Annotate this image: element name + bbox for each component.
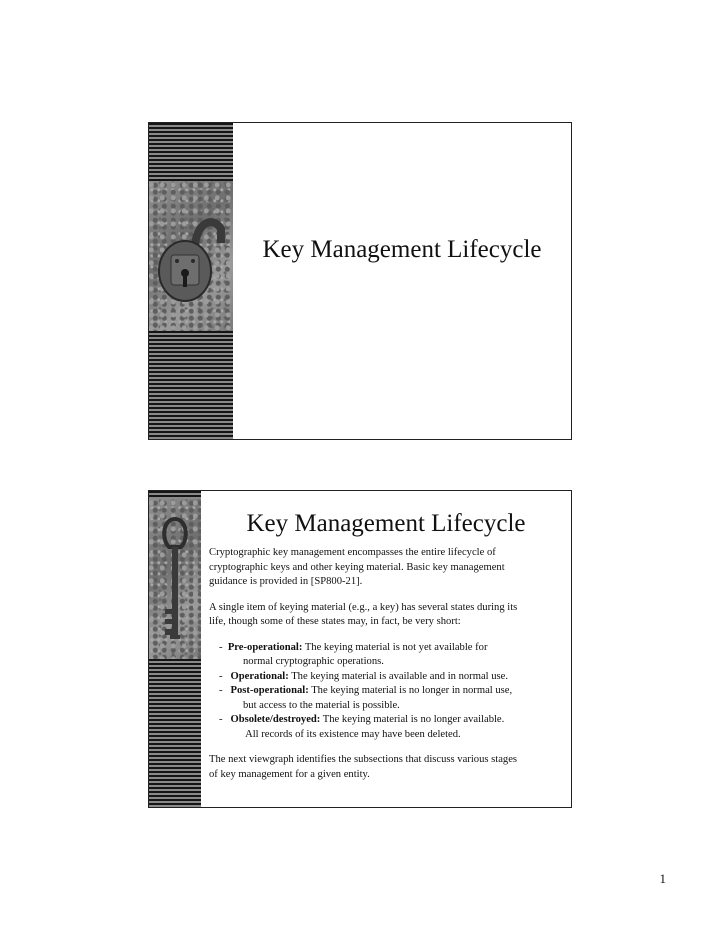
skeleton-key-icon bbox=[155, 513, 195, 653]
state-continuation: normal cryptographic operations. bbox=[243, 656, 384, 667]
page-number: 1 bbox=[659, 871, 666, 886]
intro-paragraph: Cryptographic key management encompasses the entire lifecycle of cryptographic keys and other keying material. Basic key management guidance is provided in [SP800-21]. bbox=[209, 547, 505, 587]
states-list bbox=[209, 641, 561, 743]
list-item: - Operational: The keying material is available and in normal use. bbox=[219, 670, 509, 682]
slide-1-title: Key Management Lifecycle bbox=[262, 236, 542, 263]
state-label: Operational: bbox=[230, 670, 289, 682]
state-label: Post-operational: bbox=[230, 685, 309, 696]
list-item: - Obsolete/destroyed: The keying material is no longer available. All records of its existence may have been deleted. bbox=[209, 713, 561, 742]
padlock-icon bbox=[155, 203, 227, 313]
state-continuation: All records of its existence may have been deleted. bbox=[243, 728, 461, 740]
state-text: The keying material is no longer in normal use, bbox=[308, 685, 513, 696]
state-continuation: but access to the material is possible. bbox=[243, 699, 400, 711]
slide-1-side-banner bbox=[149, 123, 233, 439]
list-item: - Post-operational: The keying material is no longer in normal use, but access to the material is possible. bbox=[209, 684, 561, 713]
closing-paragraph: The next viewgraph identifies the subsections that discuss various stages of key management for a given entity. bbox=[209, 754, 518, 780]
state-text: The keying material is not yet available for bbox=[302, 641, 488, 653]
slide-2 bbox=[148, 490, 572, 808]
slide-2-title: Key Management Lifecycle bbox=[246, 510, 526, 537]
state-text: The keying material is no longer available. bbox=[320, 714, 505, 725]
list-item: - Pre-operational: The keying material is not yet available for normal cryptographic operations. bbox=[209, 641, 561, 670]
states-paragraph: A single item of keying material (e.g., a key) has several states during its life, though some of these states may, in fact, be very short: bbox=[209, 601, 518, 627]
state-label: Obsolete/destroyed: bbox=[230, 714, 321, 725]
slide-1 bbox=[148, 122, 572, 440]
slide-2-side-banner bbox=[149, 491, 201, 807]
state-label: Pre-operational: bbox=[227, 641, 303, 653]
slide-2-body bbox=[209, 546, 561, 793]
state-text: The keying material is available and in normal use. bbox=[288, 670, 509, 682]
